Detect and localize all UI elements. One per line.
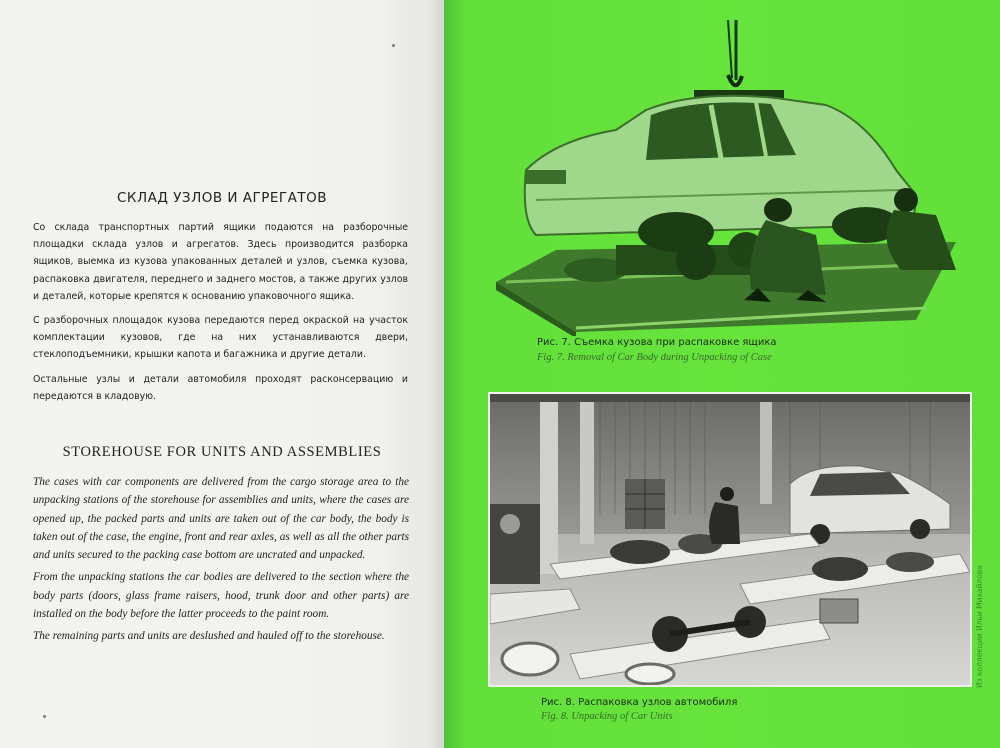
russian-paragraph: С разборочных площадок кузова передаются перед окраской на участок комплектации кузовов, где на них устанавливаются двери, стеклоподъемники, крышки капота и багажника и другие детали. bbox=[33, 315, 408, 361]
english-paragraph: The remaining parts and units are deslushed and hauled off to the storehouse. bbox=[33, 630, 385, 643]
figure-8-photo bbox=[488, 392, 972, 687]
figure-8-caption-english: Fig. 8. Unpacking of Car Units bbox=[541, 711, 673, 722]
paper-speck bbox=[43, 715, 46, 718]
figure-8-caption-russian: Рис. 8. Распаковка узлов автомобиля bbox=[541, 697, 738, 708]
car-body-crane-illustration bbox=[496, 20, 976, 336]
figure-7-caption-english: Fig. 7. Removal of Car Body during Unpacking of Case bbox=[537, 352, 772, 363]
figure-7-caption-russian: Рис. 7. Съемка кузова при распаковке ящика bbox=[537, 337, 777, 348]
figure-7-photo bbox=[496, 20, 976, 336]
russian-paragraph: Со склада транспортных партий ящики подаются на разборочные площадки склада узлов и агрегатов. Здесь производится разборка ящиков, выемка из кузова упакованных деталей и узлов, съемка кузова, распаковка двигателя, переднего и заднего мостов, а также других узлов и деталей, которые крепятся к основанию упаковочного ящика. bbox=[33, 222, 408, 302]
russian-paragraph: Остальные узлы и детали автомобиля проходят расконсервацию и передаются в кладовую. bbox=[33, 373, 408, 402]
collection-watermark: Из коллекции Ильи Михайлова bbox=[975, 565, 984, 688]
english-paragraph: From the unpacking stations the car bodies are delivered to the section where the body parts (doors, glass frame raisers, hood, trunk door and other parts) are installed on the body before the latter proceeds to the paint room. bbox=[33, 571, 409, 621]
russian-body-text bbox=[33, 219, 408, 412]
english-section-title: STOREHOUSE FOR UNITS AND ASSEMBLIES bbox=[62, 444, 382, 460]
unpacking-floor-illustration bbox=[490, 394, 970, 685]
left-page bbox=[0, 0, 444, 748]
paper-speck bbox=[392, 44, 395, 47]
russian-section-title: СКЛАД УЗЛОВ И АГРЕГАТОВ bbox=[116, 190, 328, 206]
english-body-text bbox=[33, 473, 409, 650]
english-paragraph: The cases with car components are delivered from the cargo storage area to the unpacking stations of the storehouse for assemblies and units, where the cases are opened up, the packed parts and units are taken out of the car body, the body is taken out of the case, the engine, front and rear axles, as well as all the other parts and units secured to the packing case bottom are uncrated and unpacked. bbox=[33, 476, 409, 562]
